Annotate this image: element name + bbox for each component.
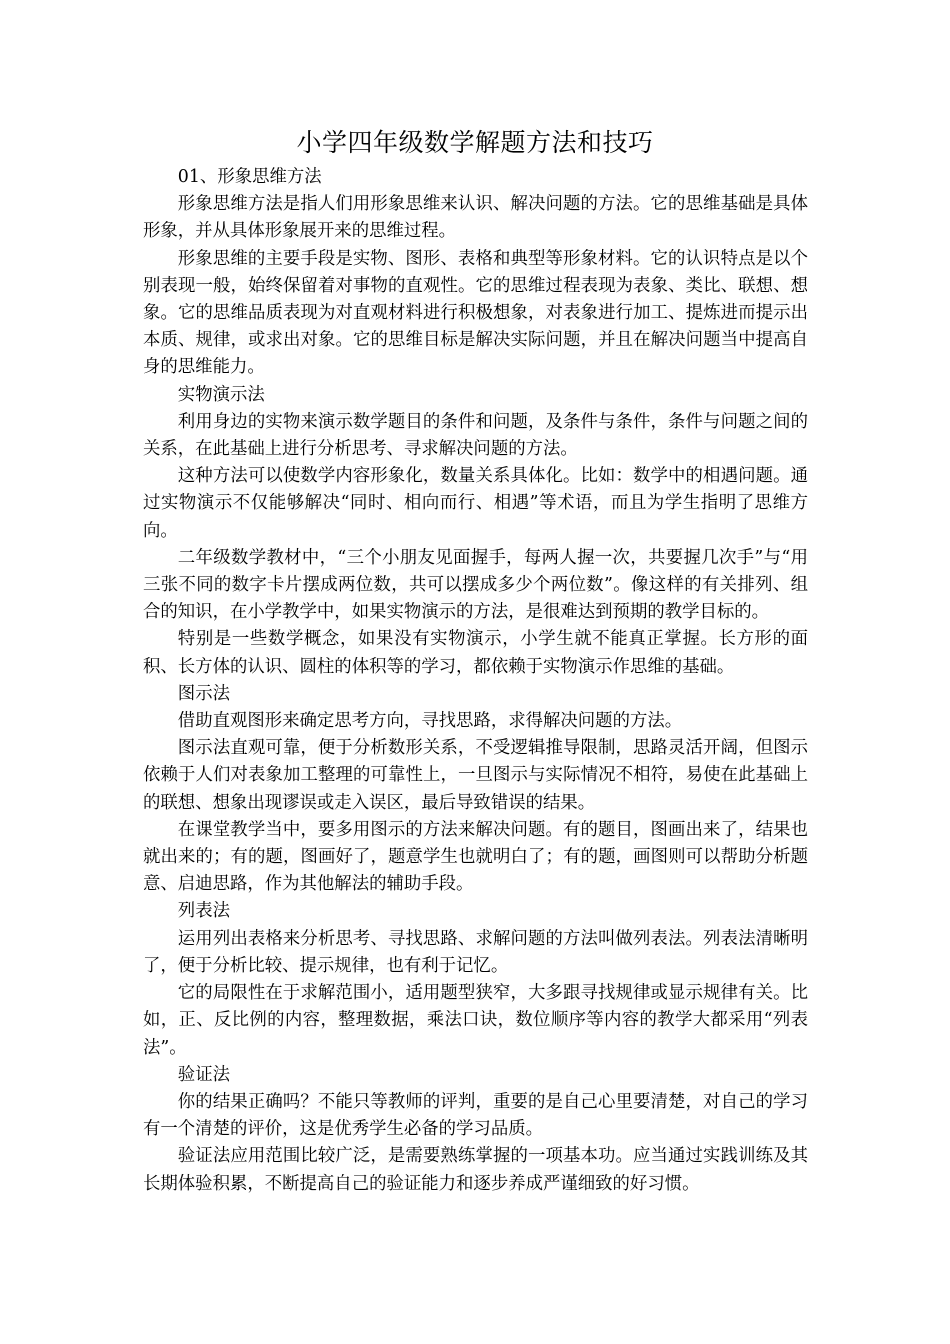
section-heading: 01、形象思维方法 <box>177 167 322 187</box>
section-heading: 实物演示法 <box>177 384 265 405</box>
paragraph: 借助直观图形来确定思考方向，寻找思路，求得解决问题的方法。 <box>177 711 683 732</box>
paragraph: 利用身边的实物来演示数学题目的条件和问题，及条件与条件，条件与问题之间的关系，在此基础上进行分析思考、寻求解决问题的方法。 <box>143 411 808 460</box>
document-body <box>143 164 808 1198</box>
paragraph: 图示法直观可靠，便于分析数形关系，不受逻辑推导限制，思路灵活开阔，但图示依赖于人们对表象加工整理的可靠性上，一旦图示与实际情况不相符，易使在此基础上的联想、想象出现谬误或走入误区，最后导致错误的结果。 <box>143 738 808 813</box>
section-heading: 列表法 <box>177 901 230 922</box>
paragraph: 形象思维方法是指人们用形象思维来认识、解决问题的方法。它的思维基础是具体形象，并从具体形象展开来的思维过程。 <box>143 194 808 242</box>
paragraph: 这种方法可以使数学内容形象化，数量关系具体化。比如：数学中的相遇问题。通过实物演示不仅能够解决“同时、相向而行、相遇”等术语，而且为学生指明了思维方向。 <box>143 466 808 541</box>
paragraph: 验证法应用范围比较广泛，是需要熟练掌握的一项基本功。应当通过实践训练及其长期体验积累，不断提高自己的验证能力和逐步养成严谨细致的好习惯。 <box>143 1146 808 1194</box>
paragraph: 特别是一些数学概念，如果没有实物演示，小学生就不能真正掌握。长方形的面积、长方体的认识、圆柱的体积等的学习，都依赖于实物演示作思维的基础。 <box>143 629 808 677</box>
paragraph: 二年级数学教材中，“三个小朋友见面握手，每两人握一次，共要握几次手”与“用三张不同的数字卡片摆成两位数，共可以摆成多少个两位数”。像这样的有关排列、组合的知识，在小学教学中，如果实物演示的方法，是很难达到预期的教学目标的。 <box>143 547 808 623</box>
paragraph: 你的结果正确吗？不能只等教师的评判，重要的是自己心里要清楚，对自己的学习有一个清楚的评价，这是优秀学生必备的学习品质。 <box>143 1091 808 1140</box>
document-title: 小学四年级数学解题方法和技巧 <box>296 128 654 157</box>
paragraph: 形象思维的主要手段是实物、图形、表格和典型等形象材料。它的认识特点是以个别表现一般，始终保留着对事物的直观性。它的思维过程表现为表象、类比、联想、想象。它的思维品质表现为对直观材料进行积极想象，对表象进行加工、提炼进而提示出本质、规律，或求出对象。它的思维目标是解决实际问题，并且在解决问题当中提高自身的思维能力。 <box>143 248 808 378</box>
paragraph: 运用列出表格来分析思考、寻找思路、求解问题的方法叫做列表法。列表法清晰明了，便于分析比较、提示规律，也有利于记忆。 <box>143 928 808 976</box>
section-heading: 图示法 <box>177 683 230 704</box>
paragraph: 在课堂教学当中，要多用图示的方法来解决问题。有的题目，图画出来了，结果也就出来的；有的题，图画好了，题意学生也就明白了；有的题，画图则可以帮助分析题意、启迪思路，作为其他解法的辅助手段。 <box>143 819 808 895</box>
paragraph: 它的局限性在于求解范围小，适用题型狭窄，大多跟寻找规律或显示规律有关。比如，正、反比例的内容，整理数据，乘法口诀，数位顺序等内容的教学大都采用“列表法”。 <box>143 983 808 1058</box>
section-heading: 验证法 <box>177 1064 230 1085</box>
